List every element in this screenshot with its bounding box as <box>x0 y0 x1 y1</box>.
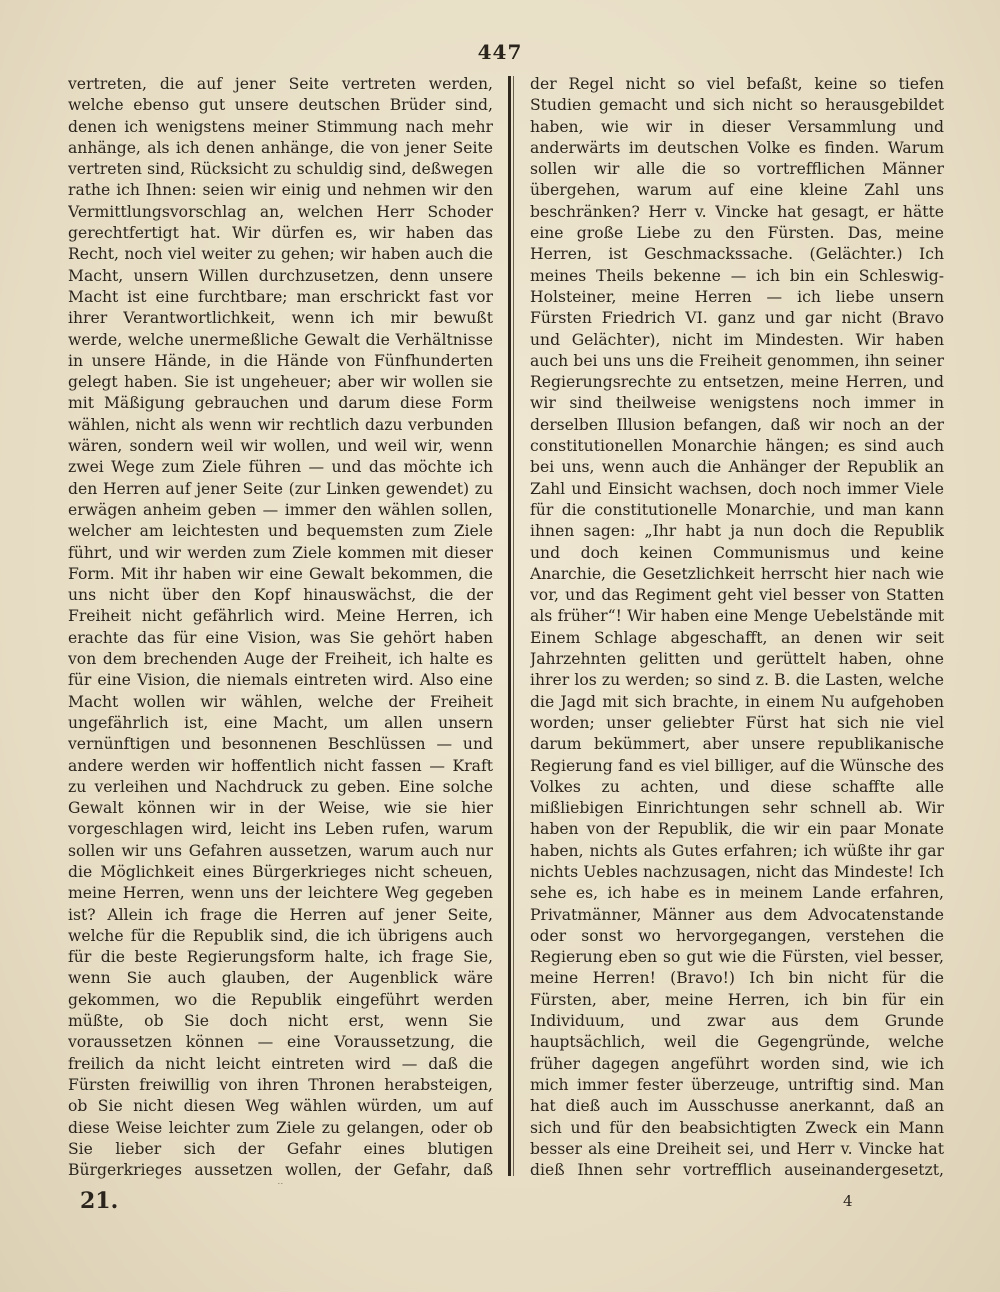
text-column-right <box>530 74 944 1184</box>
column-right-text: der Regel nicht so viel befaßt, keine so tiefen Studien gemacht und sich nicht so herausgebildet haben, wie wir in dieser Versammlung und anderwärts im deutschen Volke es finden. Warum sollen wir alle die so vortrefflichen Männer übergehen, warum auf eine kleine Zahl uns beschränken? Herr v. Vincke hat gesagt, er hätte eine große Liebe zu den Fürsten. Das, meine Herren, ist Geschmackssache. (Gelächter.) Ich meines Theils bekenne — ich bin ein Schleswig-Holsteiner, meine Herren — ich liebe unsern Fürsten Friedrich VI. ganz und gar nicht (Bravo und Gelächter), nicht im Mindesten. Wir haben auch bei uns uns die Freiheit genommen, ihn seiner Regierungsrechte zu entsetzen, meine Herren, und wir sind theilweise wenigstens noch immer in derselben Illusion befangen, daß wir noch an der constitutionellen Monarchie hängen; es sind auch bei uns, wenn auch die Anhänger der Republik an Zahl und Einsicht wachsen, doch noch immer Viele für die constitutionelle Monarchie, und man kann ihnen sagen: „Ihr habt ja nun doch die Republik und doch keinen Communismus und keine Anarchie, die Gesetzlichkeit herrscht hier nach wie vor, und das Regiment geht viel besser von Statten als früher“! Wir haben eine Menge Uebelstände mit Einem Schlage abgeschafft, an denen wir seit Jahrzehnten gelitten und gerüttelt haben, ohne ihrer los zu werden; so sind z. B. die Lasten, welche die Jagd mit sich brachte, in einem Nu aufgehoben worden; unser geliebter Fürst hat sich nie viel darum bekümmert, aber unsere republikanische Regierung fand es viel billiger, auf die Wünsche des Volkes zu achten, und diese schaffte alle mißliebigen Einrichtungen sehr schnell ab. Wir haben von der Republik, die wir ein paar Monate haben, nichts als Gutes erfahren; ich wüßte ihr gar nichts Uebles nachzusagen, nicht das Mindeste! Ich sehe es, ich habe es in meinem Lande erfahren, Privatmänner, Männer aus dem Advocatenstande oder sonst wo hervorgegangen, verstehen die Regierung eben so gut wie die Fürsten, viel besser, meine Herren! (Bravo!) Ich bin nicht für die Fürsten, aber, meine Herren, ich bin für ein Individuum, und zwar aus dem Grunde hauptsächlich, weil die Gegengründe, welche früher dagegen angeführt worden sind, wie ich mich immer fester überzeuge, untriftig sind. Man hat dieß auch im Ausschusse anerkannt, daß an sich und für den beabsichtigten Zweck ein Mann besser als eine Dreiheit sei, und Herr v. Vincke hat dieß Ihnen sehr vortrefflich auseinandergesetzt, <box>530 75 944 1180</box>
printer-signature-right: 4 <box>843 1192 853 1210</box>
column-divider <box>508 76 511 1176</box>
column-divider-thin <box>513 76 514 1176</box>
text-column-left <box>68 74 493 1184</box>
printer-signature-left: 21. <box>80 1188 119 1214</box>
page-number: 447 <box>477 40 523 64</box>
column-left-text: vertreten, die auf jener Seite vertreten werden, welche ebenso gut unsere deutschen Brüder sind, denen ich wenigstens meiner Stimmung nach mehr anhänge, als ich denen anhänge, die von jener Seite vertreten sind, Rücksicht zu schuldig sind, deßwegen rathe ich Ihnen: seien wir einig und nehmen wir den Vermittlungsvorschlag an, welchen Herr Schoder gerechtfertigt hat. Wir dürfen es, wir haben das Recht, noch viel weiter zu gehen; wir haben auch die Macht, unsern Willen durchzusetzen, denn unsere Macht ist eine furchtbare; man erschrickt fast vor ihrer Verantwortlichkeit, wenn ich mir bewußt werde, welche unermeßliche Gewalt die Verhältnisse in unsere Hände, in die Hände von Fünfhunderten gelegt haben. Sie ist ungeheuer; aber wir wollen sie mit Mäßigung gebrauchen und darum diese Form wählen, nicht als wenn wir rechtlich dazu verbunden wären, sondern weil wir wollen, und weil wir, wenn zwei Wege zum Ziele führen — und das möchte ich den Herren auf jener Seite (zur Linken gewendet) zu erwägen anheim geben — immer den wählen sollen, welcher am leichtesten und bequemsten zum Ziele führt, und wir werden zum Ziele kommen mit dieser Form. Mit ihr haben wir eine Gewalt bekommen, die uns nicht über den Kopf hinauswächst, die der Freiheit nicht gefährlich wird. Meine Herren, ich erachte das für eine Vision, was Sie gehört haben von dem brechenden Auge der Freiheit, ich halte es für eine Vision, die niemals eintreten wird. Also eine Macht wollen wir wählen, welche der Freiheit ungefährlich ist, eine Macht, um allen unsern vernünftigen und besonnenen Beschlüssen — und andere werden wir hoffentlich nicht fassen — Kraft zu verleihen und Nachdruck zu geben. Eine solche Gewalt können wir in der Weise, wie sie hier vorgeschlagen wird, leicht ins Leben rufen, warum sollen wir uns Gefahren aussetzen, warum auch nur die Möglichkeit eines Bürgerkrieges nicht scheuen, meine Herren, wenn uns der leichtere Weg gegeben ist? Allein ich frage die Herren auf jener Seite, welche für die Republik sind, die ich übrigens auch für die beste Regierungsform halte, ich frage Sie, wenn Sie auch glauben, der Augenblick wäre gekommen, wo die Republik eingeführt werden müßte, ob Sie doch nicht erst, wenn Sie voraussetzen können — eine Voraussetzung, die freilich da nicht leicht eintreten wird — daß die Fürsten freiwillig von ihren Thronen herabsteigen, ob Sie nicht diesen Weg wählen würden, um auf diese Weise leichter zum Ziele zu gelangen, oder ob Sie lieber sich der Gefahr eines blutigen Bürgerkrieges aussetzen wollen, der Gefahr, daß <box>68 75 493 1180</box>
